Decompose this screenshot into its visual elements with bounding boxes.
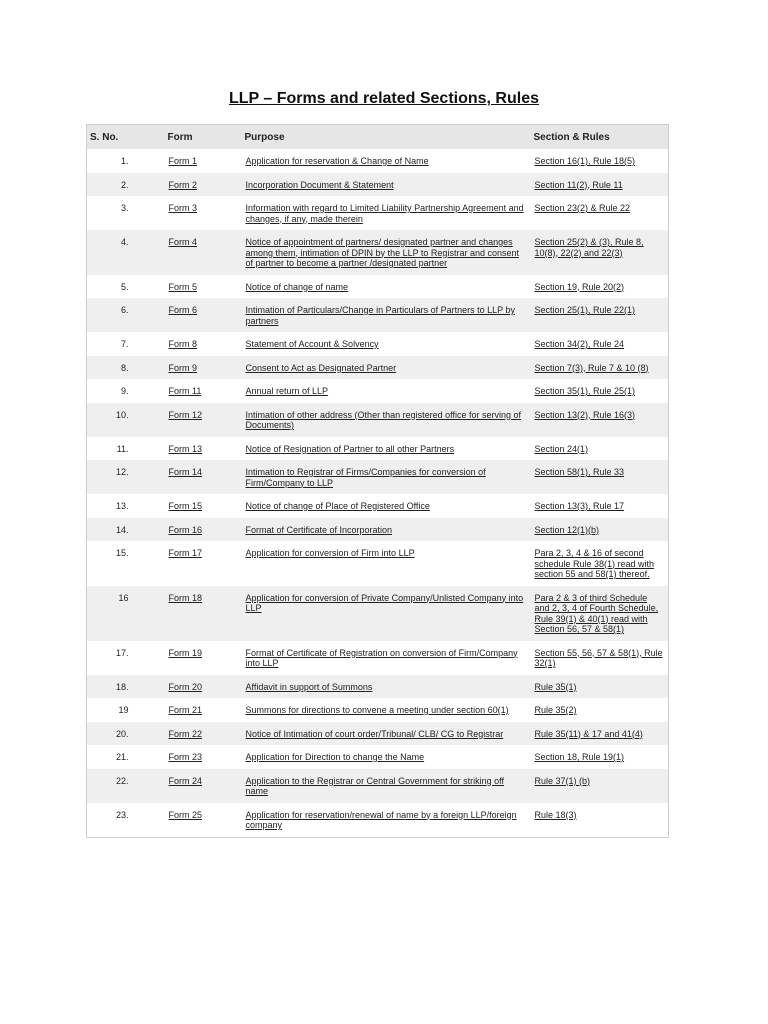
table-row <box>87 298 669 332</box>
row-section-link[interactable]: Section 35(1), Rule 25(1) <box>534 386 636 396</box>
row-section-link[interactable]: Rule 37(1) (b) <box>534 775 591 786</box>
row-sno: 7. <box>120 339 129 349</box>
row-purpose-link[interactable]: Application for conversion of Private Company/Unlisted Company into LLP <box>245 592 524 613</box>
table-row <box>87 173 669 197</box>
row-purpose-link[interactable]: Application for Direction to change the Name <box>245 752 425 762</box>
cell-section <box>531 586 669 641</box>
cell-form <box>165 803 242 838</box>
cell-purpose <box>242 641 531 675</box>
cell-purpose <box>242 769 531 803</box>
row-form-link[interactable]: Form 25 <box>168 809 203 820</box>
cell-form <box>165 722 242 746</box>
row-purpose-link[interactable]: Information with regard to Limited Liability Partnership Agreement and changes, if any, made therein <box>245 203 524 224</box>
row-form-link[interactable]: Form 14 <box>168 467 203 477</box>
cell-form <box>165 149 242 173</box>
row-section-link[interactable]: Section 16(1), Rule 18(5) <box>534 156 636 166</box>
row-form-link[interactable]: Form 20 <box>168 681 203 692</box>
table-row <box>87 196 669 230</box>
cell-form <box>165 698 242 722</box>
row-form-link[interactable]: Form 22 <box>168 728 203 739</box>
table-row <box>87 332 669 356</box>
row-section-link[interactable]: Section 23(2) & Rule 22 <box>534 203 631 213</box>
row-sno: 21. <box>115 752 129 762</box>
cell-form <box>165 541 242 586</box>
cell-section <box>531 769 669 803</box>
row-purpose-link[interactable]: Statement of Account & Solvency <box>245 339 379 349</box>
cell-section <box>531 675 669 699</box>
row-purpose-link[interactable]: Intimation of other address (Other than registered office for serving of Documents) <box>245 409 521 430</box>
cell-purpose <box>242 356 531 380</box>
row-purpose-link[interactable]: Application for reservation & Change of Name <box>245 156 429 166</box>
cell-section <box>531 541 669 586</box>
cell-section <box>531 722 669 746</box>
row-section-link[interactable]: Section 58(1), Rule 33 <box>534 467 625 477</box>
cell-section <box>531 460 669 494</box>
row-section-link[interactable]: Para 2 & 3 of third Schedule and 2, 3, 4 of Fourth Schedule, Rule 39(1) & 40(1) read with Section 56, 57 & 58(1) <box>534 592 659 634</box>
table-row <box>87 437 669 461</box>
row-purpose-link[interactable]: Application to the Registrar or Central Government for striking off name <box>245 775 504 796</box>
row-section-link[interactable]: Section 11(2), Rule 11 <box>534 179 623 190</box>
row-sno: 4. <box>87 230 165 275</box>
cell-form <box>165 460 242 494</box>
table-row <box>87 460 669 494</box>
row-purpose-link[interactable]: Application for reservation/renewal of name by a foreign LLP/foreign company <box>245 809 517 830</box>
cell-purpose <box>242 275 531 299</box>
row-form-link[interactable]: Form 18 <box>168 592 203 603</box>
cell-form <box>165 437 242 461</box>
cell-form <box>165 379 242 403</box>
cell-form <box>165 298 242 332</box>
cell-section <box>531 275 669 299</box>
cell-form <box>165 745 242 769</box>
row-purpose-link[interactable]: Summons for directions to convene a meeting under section 60(1) <box>245 705 509 715</box>
cell-section <box>531 356 669 380</box>
cell-section <box>531 173 669 197</box>
table-row <box>87 722 669 746</box>
row-sno: 16 <box>87 586 165 641</box>
row-form-link[interactable]: Form 2 <box>168 179 198 190</box>
cell-purpose <box>242 460 531 494</box>
row-purpose-link[interactable]: Affidavit in support of Summons <box>245 681 373 692</box>
table-row <box>87 803 669 838</box>
cell-purpose <box>242 494 531 518</box>
row-form-link[interactable]: Form 6 <box>168 305 198 315</box>
cell-section <box>531 641 669 675</box>
cell-purpose <box>242 745 531 769</box>
row-purpose-link[interactable]: Notice of change of name <box>245 281 349 292</box>
header-sno: S. No. <box>87 125 165 150</box>
cell-purpose <box>242 332 531 356</box>
row-purpose-link[interactable]: Incorporation Document & Statement <box>245 179 394 190</box>
table-body <box>87 149 669 837</box>
row-form-link[interactable]: Form 4 <box>168 237 198 247</box>
cell-purpose <box>242 403 531 437</box>
row-form-link[interactable]: Form 21 <box>168 705 203 715</box>
table-row <box>87 541 669 586</box>
row-form-link[interactable]: Form 16 <box>168 524 203 535</box>
cell-form <box>165 173 242 197</box>
row-form-link[interactable]: Form 11 <box>168 386 202 396</box>
row-section-link[interactable]: Section 25(1), Rule 22(1) <box>534 305 636 315</box>
table-row <box>87 745 669 769</box>
row-form-link[interactable]: Form 17 <box>168 548 203 558</box>
row-section-link[interactable]: Section 24(1) <box>534 443 589 454</box>
row-purpose-link[interactable]: Notice of Intimation of court order/Tribunal/ CLB/ CG to Registrar <box>245 728 504 739</box>
row-form-link[interactable]: Form 19 <box>168 647 203 658</box>
row-sno: 19 <box>118 705 129 715</box>
cell-section <box>531 332 669 356</box>
row-purpose-link[interactable]: Notice of Resignation of Partner to all other Partners <box>245 443 455 454</box>
row-form-link[interactable]: Form 5 <box>168 281 198 292</box>
cell-purpose <box>242 196 531 230</box>
table-row <box>87 641 669 675</box>
row-form-link[interactable]: Form 9 <box>168 362 198 373</box>
row-sno: 3. <box>120 203 129 213</box>
cell-purpose <box>242 437 531 461</box>
table-row <box>87 518 669 542</box>
table-row <box>87 403 669 437</box>
row-sno: 1. <box>120 156 129 166</box>
table-row <box>87 379 669 403</box>
row-form-link[interactable]: Form 8 <box>168 339 198 349</box>
row-section-link[interactable]: Section 13(3), Rule 17 <box>534 501 625 511</box>
cell-form <box>165 356 242 380</box>
cell-purpose <box>242 722 531 746</box>
cell-form <box>165 518 242 542</box>
row-sno: 14. <box>87 518 165 542</box>
cell-form <box>165 230 242 275</box>
row-purpose-link[interactable]: Notice of appointment of partners/ designated partner and changes among them, intimation of DPIN by the LLP to Registrar and consent of partner to become a partner /designated partner <box>245 237 519 268</box>
cell-form <box>165 275 242 299</box>
cell-purpose <box>242 379 531 403</box>
row-form-link[interactable]: Form 15 <box>168 501 203 511</box>
cell-section <box>531 379 669 403</box>
row-purpose-link[interactable]: Format of Certificate of Incorporation <box>245 524 393 535</box>
row-form-link[interactable]: Form 23 <box>168 752 203 762</box>
cell-purpose <box>242 230 531 275</box>
cell-form <box>165 494 242 518</box>
row-sno: 13. <box>115 501 129 511</box>
row-section-link[interactable]: Section 19, Rule 20(2) <box>534 281 625 292</box>
table-row <box>87 149 669 173</box>
header-purpose: Purpose <box>242 125 531 150</box>
row-section-link[interactable]: Rule 35(1) <box>534 681 577 692</box>
table-row <box>87 356 669 380</box>
row-section-link[interactable]: Section 7(3), Rule 7 & 10 (8) <box>534 362 649 373</box>
row-section-link[interactable]: Section 12(1)(b) <box>534 524 600 535</box>
row-sno: 23. <box>115 809 129 820</box>
cell-section <box>531 745 669 769</box>
row-sno: 17. <box>115 647 129 658</box>
row-sno: 9. <box>120 386 129 396</box>
row-sno: 8. <box>87 356 165 380</box>
cell-purpose <box>242 541 531 586</box>
cell-section <box>531 698 669 722</box>
row-form-link[interactable]: Form 1 <box>168 156 198 166</box>
row-purpose-link[interactable]: Annual return of LLP <box>245 386 329 396</box>
cell-section <box>531 803 669 838</box>
cell-form <box>165 641 242 675</box>
row-sno: 18. <box>87 675 165 699</box>
cell-section <box>531 403 669 437</box>
cell-purpose <box>242 298 531 332</box>
cell-purpose <box>242 698 531 722</box>
cell-form <box>165 675 242 699</box>
row-sno: 22. <box>87 769 165 803</box>
cell-section <box>531 437 669 461</box>
row-section-link[interactable]: Section 18, Rule 19(1) <box>534 752 625 762</box>
table-row <box>87 769 669 803</box>
cell-section <box>531 518 669 542</box>
table-row <box>87 675 669 699</box>
table-row <box>87 230 669 275</box>
cell-section <box>531 494 669 518</box>
cell-form <box>165 332 242 356</box>
cell-purpose <box>242 149 531 173</box>
cell-section <box>531 149 669 173</box>
row-sno: 10. <box>87 403 165 437</box>
row-section-link[interactable]: Section 55, 56, 57 & 58(1), Rule 32(1) <box>534 647 663 668</box>
cell-purpose <box>242 675 531 699</box>
cell-purpose <box>242 803 531 838</box>
forms-table <box>86 124 669 838</box>
row-section-link[interactable]: Section 34(2), Rule 24 <box>534 339 625 349</box>
row-purpose-link[interactable]: Intimation to Registrar of Firms/Companies for conversion of Firm/Company to LLP <box>245 467 486 488</box>
row-form-link[interactable]: Form 24 <box>168 775 203 786</box>
row-form-link[interactable]: Form 12 <box>168 409 203 420</box>
row-section-link[interactable]: Section 25(2) & (3), Rule 8, 10(8), 22(2) and 22(3) <box>534 237 644 258</box>
cell-purpose <box>242 518 531 542</box>
row-sno: 2. <box>87 173 165 197</box>
row-section-link[interactable]: Section 13(2), Rule 16(3) <box>534 409 636 420</box>
table-row <box>87 698 669 722</box>
row-form-link[interactable]: Form 13 <box>168 443 203 454</box>
row-sno: 15. <box>115 548 129 558</box>
row-sno: 5. <box>120 281 129 292</box>
cell-form <box>165 403 242 437</box>
table-header-row <box>87 125 669 150</box>
table-row <box>87 494 669 518</box>
row-section-link[interactable]: Rule 35(11) & 17 and 41(4) <box>534 728 643 739</box>
cell-purpose <box>242 173 531 197</box>
row-purpose-link[interactable]: Consent to Act as Designated Partner <box>245 362 397 373</box>
row-sno: 6. <box>87 298 165 332</box>
table-row <box>87 275 669 299</box>
row-purpose-link[interactable]: Notice of change of Place of Registered Office <box>245 501 430 511</box>
row-section-link[interactable]: Para 2, 3, 4 & 16 of second schedule Rule 38(1) read with section 55 and 58(1) thereof. <box>534 548 655 579</box>
row-sno: 20. <box>87 722 165 746</box>
table-row <box>87 586 669 641</box>
cell-section <box>531 196 669 230</box>
cell-form <box>165 769 242 803</box>
row-purpose-link[interactable]: Intimation of Particulars/Change in Particulars of Partners to LLP by partners <box>245 305 515 326</box>
page-title: LLP – Forms and related Sections, Rules <box>228 90 539 107</box>
cell-purpose <box>242 586 531 641</box>
row-sno: 11. <box>116 443 129 454</box>
row-purpose-link[interactable]: Format of Certificate of Registration on conversion of Firm/Company into LLP <box>245 647 518 668</box>
row-form-link[interactable]: Form 3 <box>168 203 198 213</box>
cell-section <box>531 230 669 275</box>
row-section-link[interactable]: Rule 18(3) <box>534 809 577 820</box>
row-sno: 12. <box>87 460 165 494</box>
row-section-link[interactable]: Rule 35(2) <box>534 705 577 715</box>
header-form: Form <box>165 125 242 150</box>
cell-section <box>531 298 669 332</box>
cell-form <box>165 586 242 641</box>
cell-form <box>165 196 242 230</box>
row-purpose-link[interactable]: Application for conversion of Firm into LLP <box>245 548 415 558</box>
header-section: Section & Rules <box>531 125 669 150</box>
